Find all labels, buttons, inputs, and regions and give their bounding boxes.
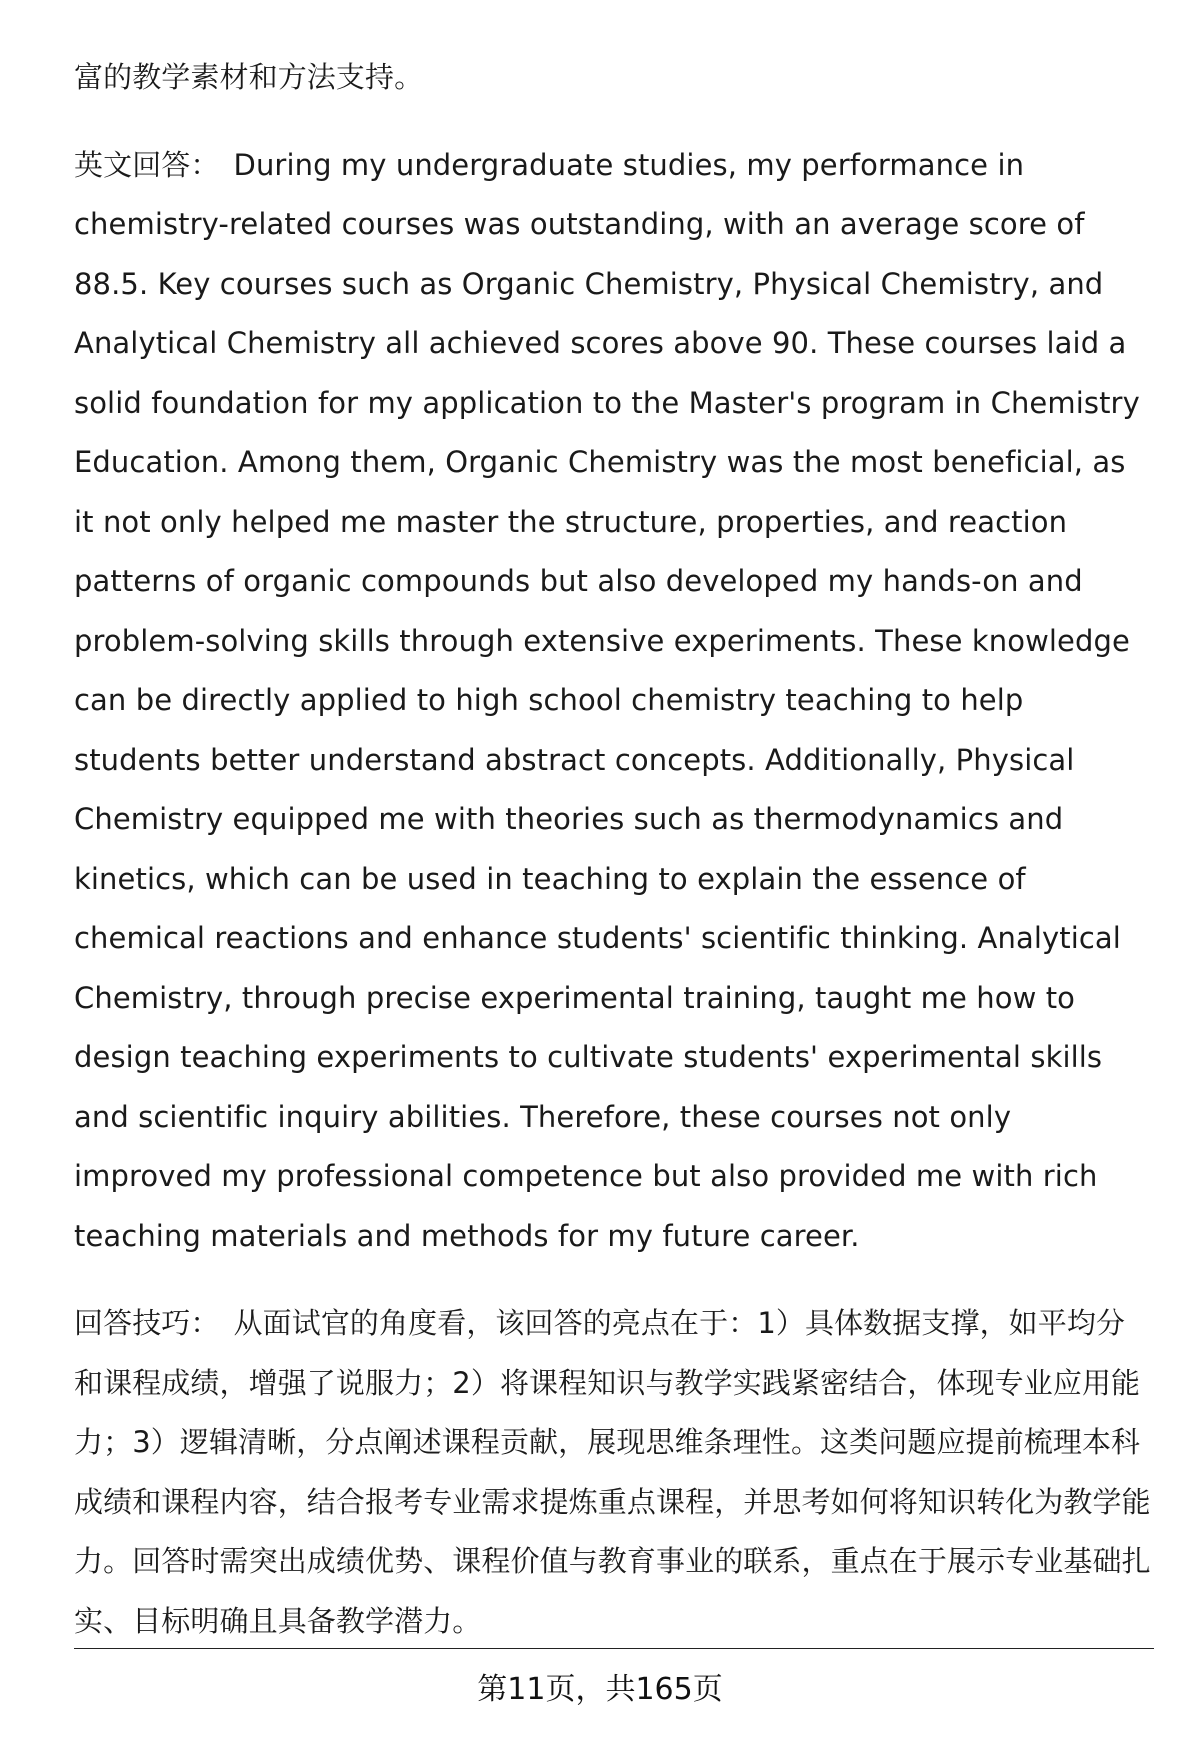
answer-tips-text: 从面试官的角度看，该回答的亮点在于：1）具体数据支撑，如平均分和课程成绩，增强了说服力；2）将课程知识与教学实践紧密结合，体现专业应用能力；3）逻辑清晰，分点阐述课程贡献，展现思维条理性。这类问题应提前梳理本科成绩和课程内容，结合报考专业需求提炼重点课程，并思考如何将知识转化为教学能力。回答时需突出成绩优势、课程价值与教育事业的联系，重点在于展示专业基础扎实、目标明确且具备教学潜力。	[74, 1306, 1151, 1638]
english-answer-paragraph	[74, 136, 1154, 1267]
english-answer-label: 英文回答：	[74, 147, 220, 182]
continued-text: 富的教学素材和方法支持。	[74, 60, 424, 94]
answer-tips-label: 回答技巧：	[74, 1306, 220, 1340]
answer-tips-paragraph	[74, 1294, 1154, 1651]
document-body	[74, 48, 1154, 1651]
english-answer-text: During my undergraduate studies, my performance in chemistry-related courses was outstanding, with an average score of 88.5. Key courses such as Organic Chemistry, Physical Chemistry, and Analytical Chemistry all achieved scores above 90. These courses laid a solid foundation for my application to the Master's program in Chemistry Education. Among them, Organic Chemistry was the most beneficial, as it not only helped me master the structure, properties, and reaction patterns of organic compounds but also developed my hands-on and problem-solving skills through extensive experiments. These knowledge can be directly applied to high school chemistry teaching to help students better understand abstract concepts. Additionally, Physical Chemistry equipped me with theories such as thermodynamics and kinetics, which can be used in teaching to explain the essence of chemical reactions and enhance students' scientific thinking. Analytical Chemistry, through precise experimental training, taught me how to design teaching experiments to cultivate students' experimental skills and scientific inquiry abilities. Therefore, these courses not only improved my professional competence but also provided me with rich teaching materials and methods for my future career.	[74, 147, 1140, 1253]
footer-divider	[74, 1648, 1154, 1649]
continued-paragraph	[74, 48, 1154, 108]
page-number: 第11页，共165页	[477, 1672, 723, 1707]
